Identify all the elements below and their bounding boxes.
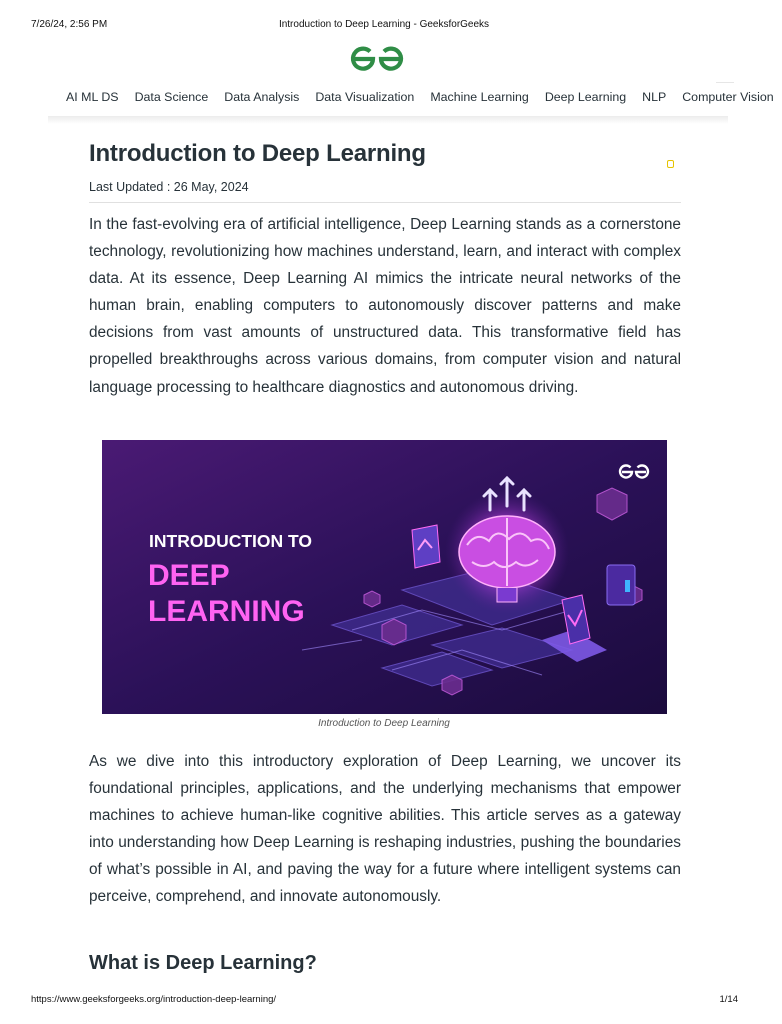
top-navigation (58, 90, 774, 108)
hero-line-2: DEEP (148, 559, 230, 592)
nav-divider (716, 82, 734, 83)
nav-item-deep-learning[interactable]: Deep Learning (544, 90, 627, 104)
print-footer (0, 994, 768, 1008)
nav-item-computer-vision[interactable]: Computer Vision (682, 90, 774, 104)
bookmark-icon[interactable] (667, 160, 674, 168)
gfg-logo-icon[interactable] (349, 44, 405, 74)
nav-item-machine-learning[interactable]: Machine Learning (430, 90, 529, 104)
section-heading: What is Deep Learning? (89, 952, 317, 974)
print-datetime: 7/26/24, 2:56 PM (31, 19, 108, 30)
intro-paragraph: In the fast-evolving era of artificial intelligence, Deep Learning stands as a cornerstone technology, revolutionizing how machines understand, learn, and interact with complex data. At its essence, Deep Learning AI mimics the intricate neural networks of the human brain, enabling computers to autonomously discover patterns and make decisions from vast amounts of unstructured data. This transformative field has propelled breakthroughs across various domains, from computer vision and natural language processing to healthcare diagnostics and autonomous driving. (89, 216, 681, 396)
last-updated: Last Updated : 26 May, 2024 (89, 180, 249, 194)
image-caption: Introduction to Deep Learning (318, 718, 450, 729)
print-header (0, 19, 768, 33)
article-title: Introduction to Deep Learning (89, 140, 426, 167)
hero-line-3: LEARNING (148, 595, 305, 628)
nav-shadow (48, 116, 728, 124)
nav-item-nlp[interactable]: NLP (642, 90, 667, 104)
nav-item-data-analysis[interactable]: Data Analysis (224, 90, 300, 104)
print-page-number: 1/14 (719, 994, 738, 1005)
print-url: https://www.geeksforgeeks.org/introduction-deep-learning/ (31, 994, 277, 1005)
nav-item-data-science[interactable]: Data Science (134, 90, 209, 104)
print-page-title: Introduction to Deep Learning - GeeksforGeeks (278, 19, 490, 30)
hero-line-1: INTRODUCTION TO (149, 531, 313, 551)
second-paragraph: As we dive into this introductory exploration of Deep Learning, we uncover its foundational principles, applications, and the underlying mechanisms that empower machines to achieve human-like cognitive abilities. This article serves as a gateway into understanding how Deep Learning is reshaping industries, pushing the boundaries of what’s possible in AI, and paving the way for a future where intelligent systems can perceive, comprehend, and innovate autonomously. (89, 753, 681, 906)
nav-item-ai-ml-ds[interactable]: AI ML DS (66, 90, 119, 104)
nav-item-data-visualization[interactable]: Data Visualization (315, 90, 415, 104)
server-icon (607, 565, 635, 605)
brain-icon (445, 490, 569, 614)
panel-icon (412, 525, 440, 568)
title-divider (89, 202, 681, 203)
hero-image (102, 440, 667, 714)
